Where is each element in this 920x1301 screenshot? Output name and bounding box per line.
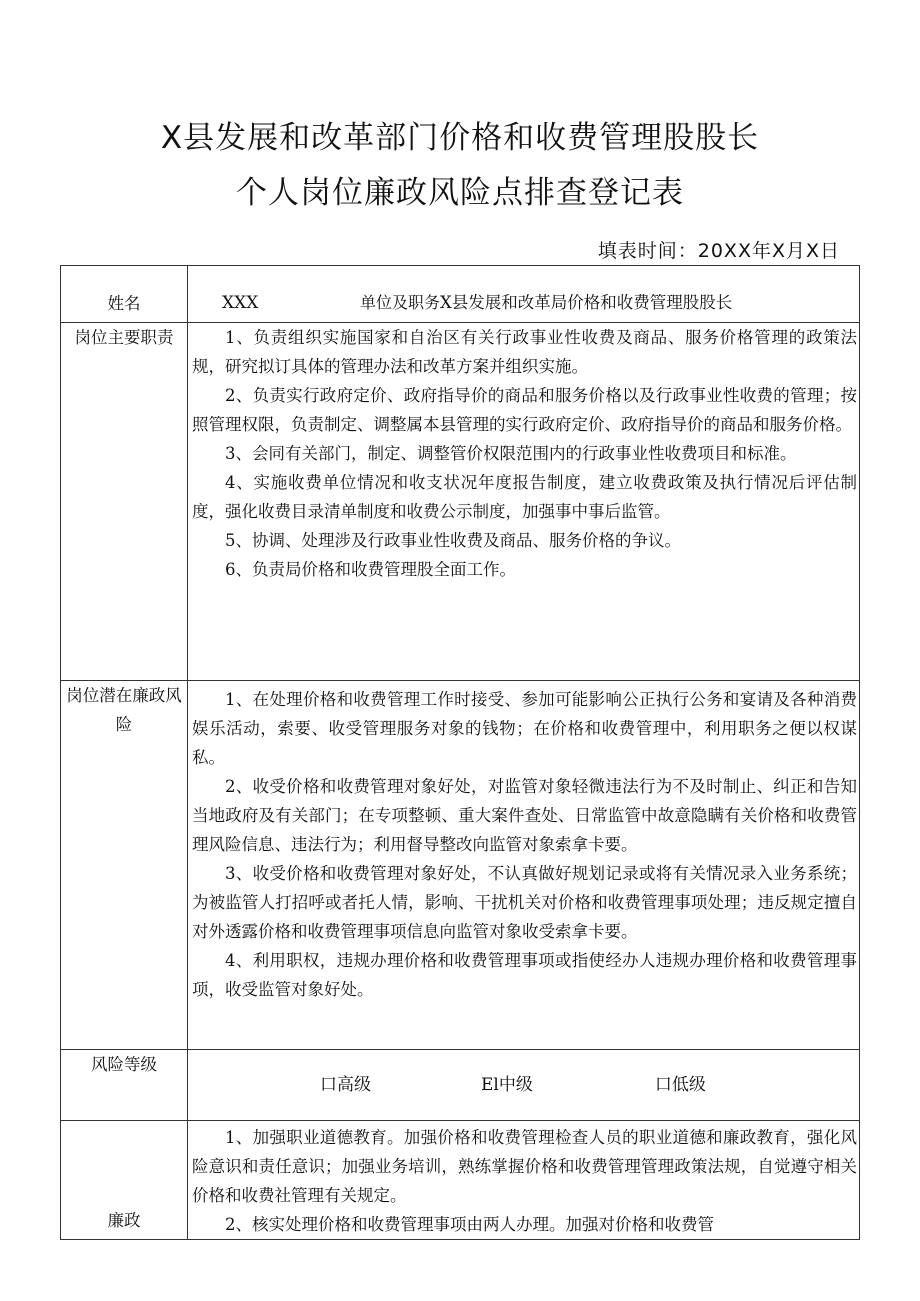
prevention-row [61, 1121, 860, 1240]
prevention-item: 2、核实处理价格和收费管理事项由两人办理。加强对价格和收费管 [225, 1215, 714, 1234]
unit-position-label: 单位及职务 [360, 293, 441, 312]
name-value: XXX [222, 293, 259, 313]
duties-label: 岗位主要职责 [61, 323, 188, 681]
registration-form-table [60, 265, 860, 1240]
unit-position-value: X县发展和改革局价格和收费管理股股长 [440, 293, 733, 312]
fill-date: 填表时间：20XX年X月X日 [597, 240, 840, 262]
duties-row [61, 323, 860, 681]
name-row [61, 266, 860, 323]
prevention-label: 廉政 [61, 1121, 188, 1240]
duties-content [188, 323, 860, 681]
duty-item: 2、负责实行政府定价、政府指导价的商品和服务价格以及行政事业性收费的管理；按照管理权限，负责制定、调整属本县管理的实行政府定价、政府指导价的商品和服务价格。 [192, 386, 857, 434]
risk-level-high-option[interactable]: 口高级 [320, 1074, 371, 1095]
prevention-content [188, 1121, 860, 1240]
duty-item: 5、协调、处理涉及行政事业性收费及商品、服务价格的争议。 [225, 531, 681, 550]
prevention-item: 1、加强职业道德教育。加强价格和收费管理检查人员的职业道德和廉政教育，强化风险意识和责任意识；加强业务培训，熟练掌握价格和收费管理管理政策法规，自觉遵守相关价格和收费社管理有关规定。 [192, 1128, 857, 1205]
title-line-2: 个人岗位廉政风险点排查登记表 [236, 175, 684, 211]
risks-row [61, 681, 860, 1050]
risk-item: 3、收受价格和收费管理对象好处，不认真做好规划记录或将有关情况录入业务系统；为被监管人打招呼或者托人情，影响、干扰机关对价格和收费管理事项处理；违反规定擅自对外透露价格和收费管理事项信息向监管对象收受索拿卡要。 [192, 864, 857, 941]
risk-item: 1、在处理价格和收费管理工作时接受、参加可能影响公正执行公务和宴请及各种消费娱乐活动，索要、收受管理服务对象的钱物；在价格和收费管理中，利用职务之便以权谋私。 [192, 690, 857, 767]
name-label: 姓名 [61, 266, 188, 323]
duty-item: 3、会同有关部门，制定、调整管价权限范围内的行政事业性收费项目和标准。 [225, 444, 797, 463]
name-unit-cell [188, 266, 860, 323]
title-line-1: X县发展和改革部门价格和收费管理股股长 [160, 120, 760, 156]
risks-content [188, 681, 860, 1050]
risk-level-medium-option[interactable]: El中级 [481, 1074, 533, 1095]
risks-label: 岗位潜在廉政风险 [61, 681, 188, 1050]
risk-level-options [188, 1050, 860, 1121]
duty-item: 6、负责局价格和收费管理股全面工作。 [225, 560, 516, 579]
risk-item: 2、收受价格和收费管理对象好处，对监管对象轻微违法行为不及时制止、纠正和告知当地政府及有关部门；在专项整顿、重大案件查处、日常监管中故意隐瞒有关价格和收费管理风险信息、违法行为；利用督导整改向监管对象索拿卡要。 [192, 777, 857, 854]
risk-level-label: 风险等级 [61, 1050, 188, 1121]
duty-item: 1、负责组织实施国家和自治区有关行政事业性收费及商品、服务价格管理的政策法规，研究拟订具体的管理办法和改革方案并组织实施。 [192, 328, 857, 376]
risk-level-row [61, 1050, 860, 1121]
duty-item: 4、实施收费单位情况和收支状况年度报告制度，建立收费政策及执行情况后评估制度，强化收费目录清单制度和收费公示制度，加强事中事后监管。 [192, 473, 857, 521]
risk-item: 4、利用职权，违规办理价格和收费管理事项或指使经办人违规办理价格和收费管理事项，收受监管对象好处。 [192, 951, 857, 999]
risk-level-low-option[interactable]: 口低级 [654, 1074, 706, 1095]
